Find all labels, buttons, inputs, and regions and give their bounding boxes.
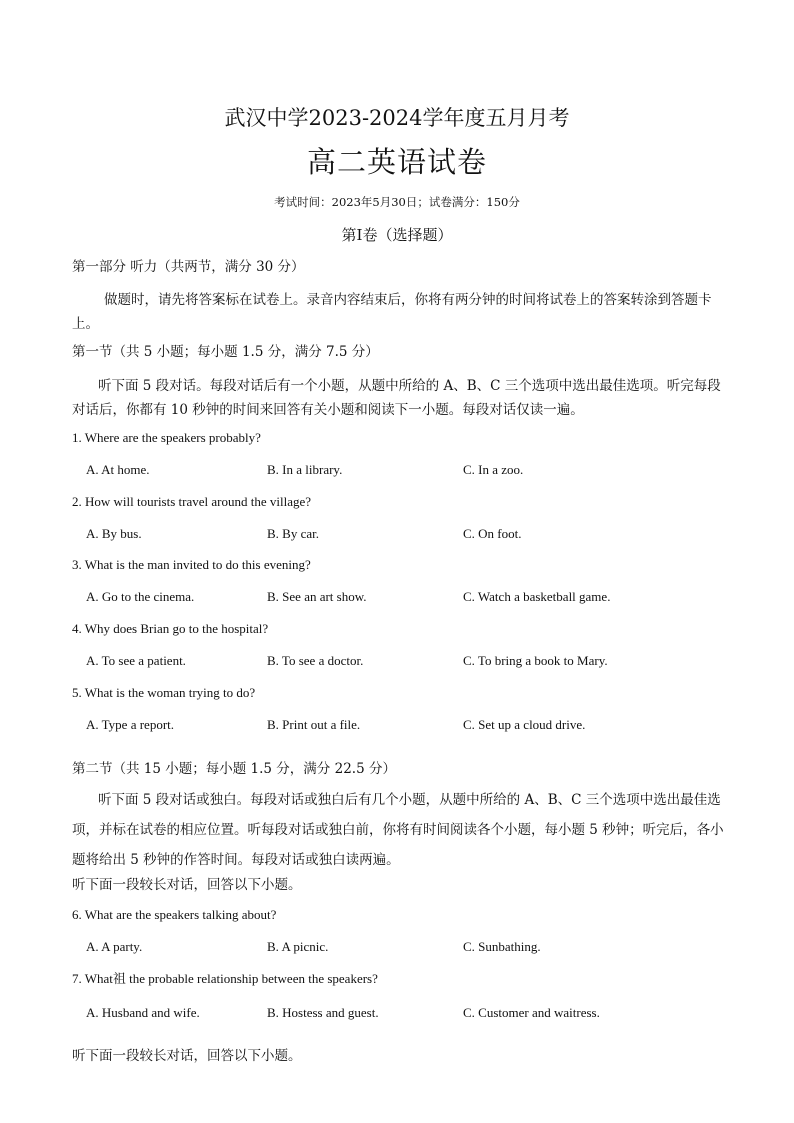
question-4-option-a: A. To see a patient. xyxy=(86,653,186,668)
section1-instructions: 听下面 5 段对话。每段对话后有一个小题，从题中所给的 A、B、C 三个选项中选出最佳选项。听完每段对话后，你都有 10 秒钟的时间来回答有关小题和阅读下一小题。每段对话仅读一遍。 xyxy=(72,378,721,418)
dialogue-prompt-2: 听下面一段较长对话，回答以下小题。 xyxy=(72,1048,302,1064)
question-2-option-b: B. By car. xyxy=(267,526,319,541)
question-7-option-c: C. Customer and waitress. xyxy=(463,1005,600,1020)
question-2-option-a: A. By bus. xyxy=(86,526,142,541)
question-5-option-c: C. Set up a cloud drive. xyxy=(463,717,586,732)
question-1-option-c: C. In a zoo. xyxy=(463,462,524,477)
question-3-option-a: A. Go to the cinema. xyxy=(86,589,195,604)
question-3-option-b: B. See an art show. xyxy=(267,589,367,604)
question-3: 3. What is the man invited to do this evening? xyxy=(72,557,311,572)
question-7-option-b: B. Hostess and guest. xyxy=(267,1005,379,1020)
question-6-option-c: C. Sunbathing. xyxy=(463,939,541,954)
question-7: 7. What祖 the probable relationship between the speakers? xyxy=(72,971,378,986)
question-5-option-b: B. Print out a file. xyxy=(267,717,361,732)
question-1: 1. Where are the speakers probably? xyxy=(72,430,261,445)
question-4: 4. Why does Brian go to the hospital? xyxy=(72,621,269,636)
part1-instructions: 做题时，请先将答案标在试卷上。录音内容结束后，你将有两分钟的时间将试卷上的答案转涂到答题卡上。 xyxy=(72,292,712,332)
question-1-option-b: B. In a library. xyxy=(267,462,343,477)
question-4-option-b: B. To see a doctor. xyxy=(267,653,364,668)
section2-instructions: 听下面 5 段对话或独白。每段对话或独白后有几个小题，从题中所给的 A、B、C 三个选项中选出最佳选项，并标在试卷的相应位置。听每段对话或独白前，你将有时间阅读各个小题，每小题 5 秒钟；听完后，各小题将给出 5 秒钟的作答时间。每段对话或独白读两遍。 xyxy=(72,792,724,868)
question-2: 2. How will tourists travel around the village? xyxy=(72,494,312,509)
section2-heading: 第二节（共 15 小题；每小题 1.5 分，满分 22.5 分） xyxy=(72,761,396,777)
section1-heading: 第一节（共 5 小题；每小题 1.5 分，满分 7.5 分） xyxy=(72,344,379,360)
school-exam-title: 武汉中学2023-2024学年度五月月考 xyxy=(224,106,570,130)
question-4-option-c: C. To bring a book to Mary. xyxy=(463,653,608,668)
question-6-option-b: B. A picnic. xyxy=(267,939,329,954)
question-5-option-a: A. Type a report. xyxy=(86,717,175,732)
question-6-option-a: A. A party. xyxy=(86,939,143,954)
dialogue-prompt-1: 听下面一段较长对话，回答以下小题。 xyxy=(72,877,302,893)
part1-heading: 第一部分 听力（共两节，满分 30 分） xyxy=(72,259,305,275)
exam-info: 考试时间：2023年5月30日；试卷满分：150分 xyxy=(274,195,520,209)
question-2-option-c: C. On foot. xyxy=(463,526,522,541)
question-1-option-a: A. At home. xyxy=(86,462,150,477)
question-7-option-a: A. Husband and wife. xyxy=(86,1005,200,1020)
question-6: 6. What are the speakers talking about? xyxy=(72,907,277,922)
question-3-option-c: C. Watch a basketball game. xyxy=(463,589,611,604)
exam-subject-title: 高二英语试卷 xyxy=(306,145,487,179)
question-5: 5. What is the woman trying to do? xyxy=(72,685,256,700)
volume-heading: 第Ⅰ卷（选择题） xyxy=(341,226,453,244)
